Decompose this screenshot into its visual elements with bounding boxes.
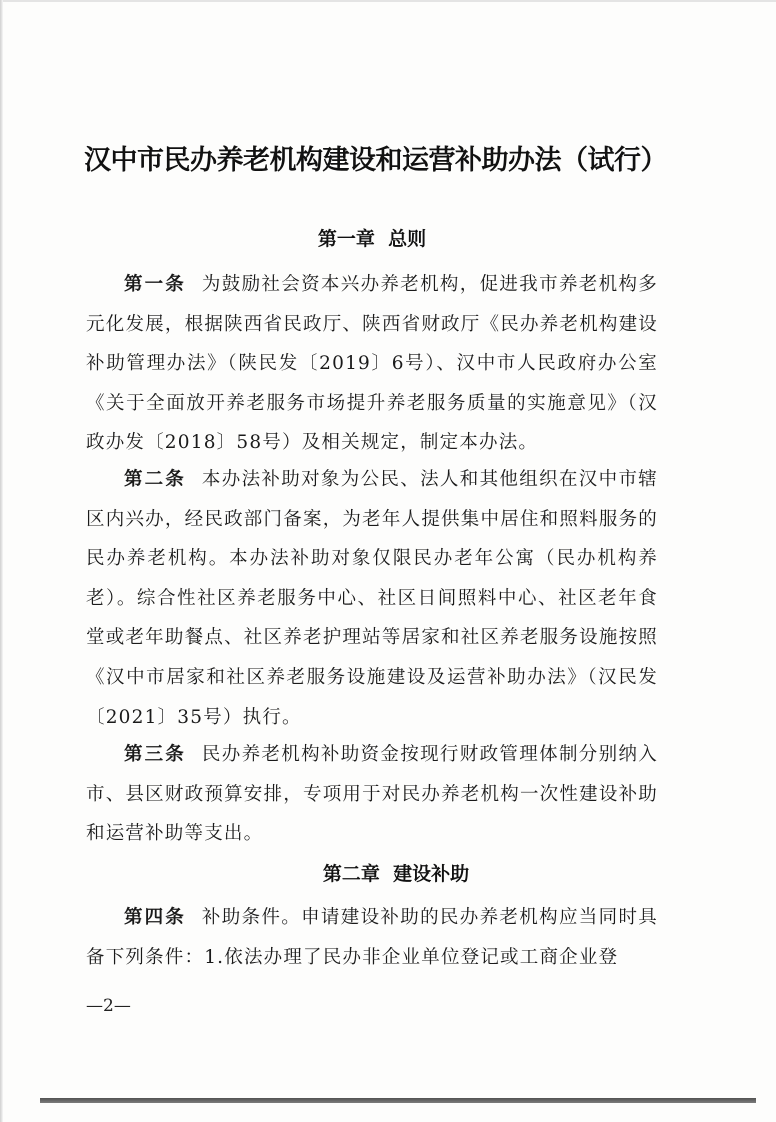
- page-number: —2—: [86, 996, 131, 1016]
- article-text: 民办养老机构补助资金按现行财政管理体制分别纳入市、县区财政预算安排，专项用于对民办养老机构一次性建设补助和运营补助等支出。: [86, 744, 658, 845]
- article-label: 第四条: [124, 907, 186, 928]
- scan-left-edge: [0, 0, 3, 1122]
- article-paragraph-2: [86, 460, 658, 737]
- article-label: 第三条: [124, 744, 186, 765]
- article-label: 第二条: [124, 469, 186, 490]
- chapter-heading-2: 第二章 建设补助: [322, 863, 470, 885]
- article-label: 第一条: [124, 274, 186, 295]
- article-paragraph-3: [86, 735, 658, 854]
- chapter-heading-1: 第一章 总则: [317, 228, 427, 250]
- scan-top-edge: [0, 0, 776, 2]
- article-paragraph-4: [86, 898, 658, 977]
- article-text: 补助条件。申请建设补助的民办养老机构应当同时具备下列条件：1.依法办理了民办非企业单位登记或工商企业登: [86, 907, 658, 968]
- scan-bottom-edge: [40, 1098, 756, 1103]
- article-text: 本办法补助对象为公民、法人和其他组织在汉中市辖区内兴办，经民政部门备案，为老年人提供集中居住和照料服务的民办养老机构。本办法补助对象仅限民办老年公寓（民办机构养老）。综合性社区养老服务中心、社区日间照料中心、社区老年食堂或老年助餐点、社区养老护理站等居家和社区养老服务设施按照《汉中市居家和社区养老服务设施建设及运营补助办法》（汉民发〔2021〕35号）执行。: [86, 469, 658, 728]
- article-text: 为鼓励社会资本兴办养老机构，促进我市养老机构多元化发展，根据陕西省民政厅、陕西省财政厅《民办养老机构建设补助管理办法》（陕民发〔2019〕6号）、汉中市人民政府办公室《关于全面放开养老服务市场提升养老服务质量的实施意见》（汉政办发〔2018〕58号）及相关规定，制定本办法。: [86, 274, 658, 454]
- document-title: 汉中市民办养老机构建设和运营补助办法（试行）: [84, 145, 667, 176]
- article-paragraph-1: [86, 265, 658, 463]
